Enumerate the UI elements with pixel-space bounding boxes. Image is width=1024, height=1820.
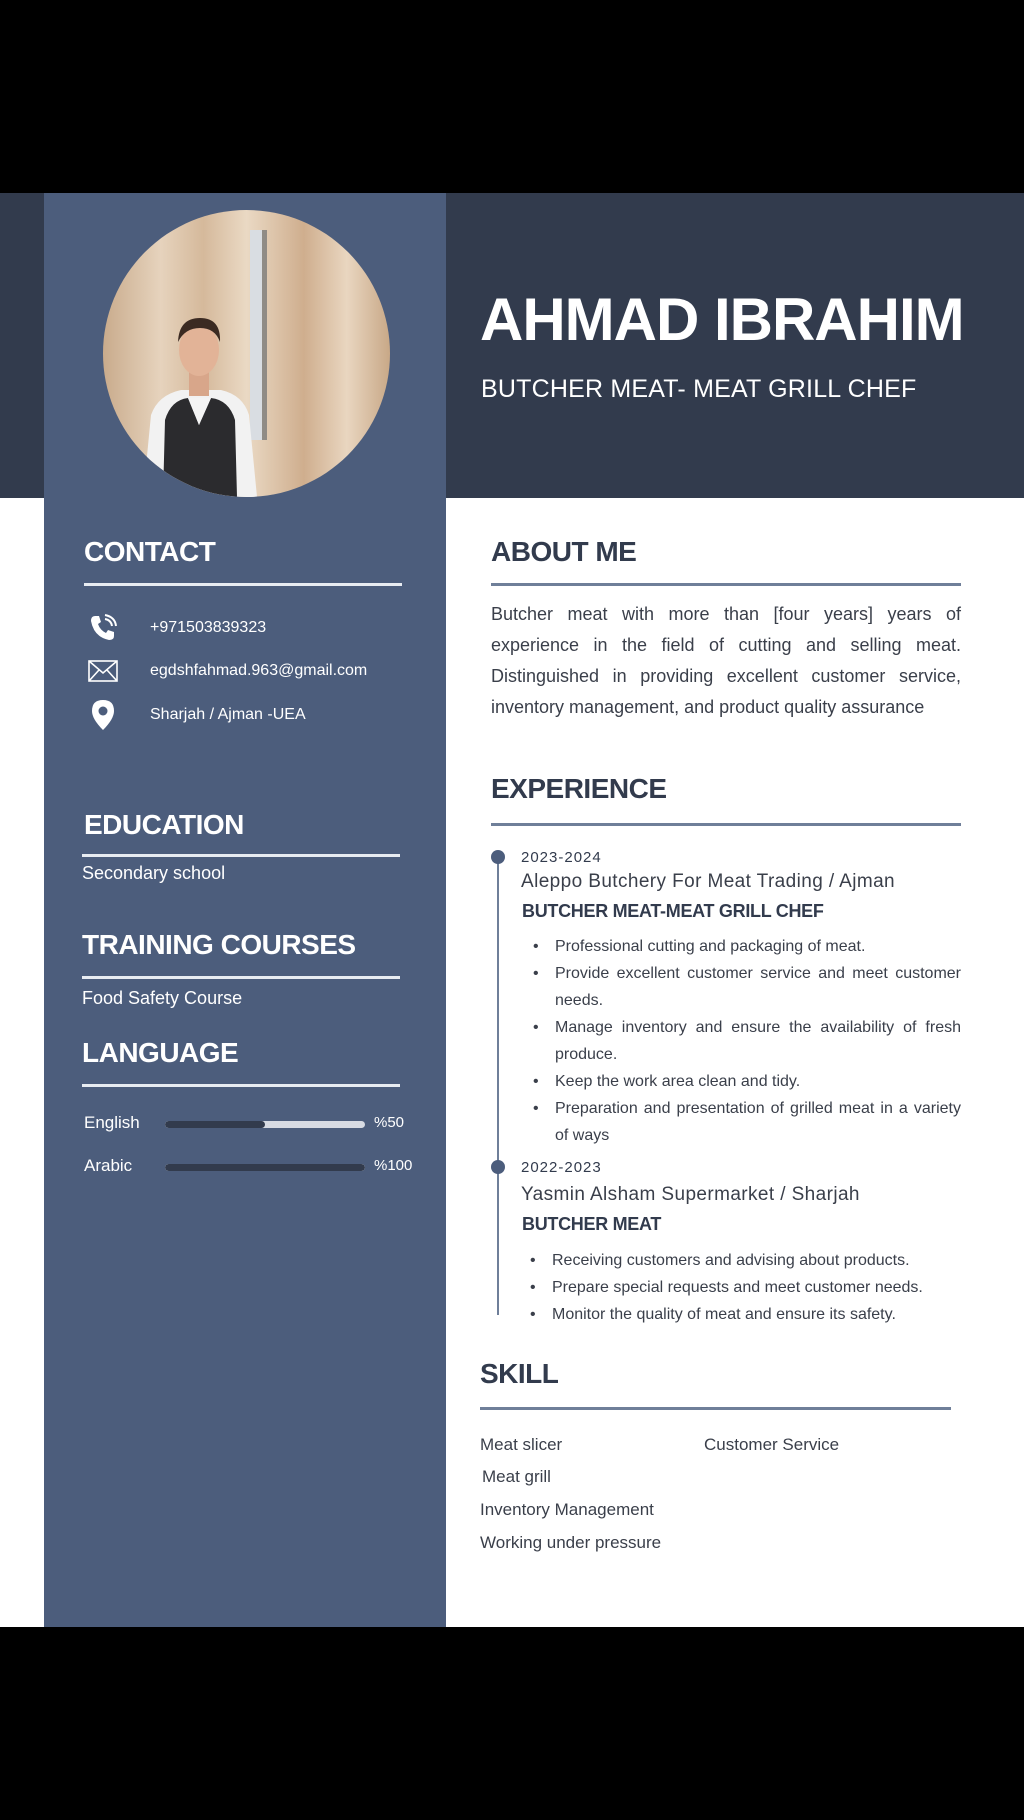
duty-item: • Prepare special requests and meet customer needs.	[518, 1274, 964, 1301]
duty-item: • Keep the work area clean and tidy.	[521, 1068, 961, 1095]
skill-item: Customer Service	[704, 1435, 840, 1454]
timeline-line	[497, 857, 499, 1315]
contact-email-row	[88, 656, 367, 686]
envelope-icon	[88, 656, 118, 686]
job-years: 2023-2024	[521, 849, 602, 866]
duty-item: • Manage inventory and ensure the availability of fresh produce.	[521, 1014, 961, 1068]
language-heading: LANGUAGE	[82, 1037, 239, 1068]
job-company: Aleppo Butchery For Meat Trading / Ajman	[521, 871, 896, 892]
duty-item: • Receiving customers and advising about products.	[518, 1247, 964, 1274]
language-divider	[82, 1084, 400, 1087]
duty-item: • Professional cutting and packaging of meat.	[521, 933, 961, 960]
profile-photo	[103, 210, 390, 497]
language-bar-arabic	[165, 1164, 365, 1171]
language-bar-fill-english	[165, 1121, 265, 1128]
language-bar-english	[165, 1121, 365, 1128]
experience-divider	[491, 823, 961, 826]
duty-item: • Monitor the quality of meat and ensure its safety.	[518, 1301, 964, 1328]
about-heading: ABOUT ME	[491, 536, 637, 567]
job-duties-list	[518, 1247, 964, 1328]
job-duties-list	[521, 933, 961, 1149]
job-company: Yasmin Alsham Supermarket / Sharjah	[521, 1184, 860, 1205]
education-divider	[82, 854, 400, 857]
contact-phone-row	[88, 613, 266, 643]
contact-divider	[84, 583, 402, 586]
language-bar-fill-arabic	[165, 1164, 365, 1171]
skill-divider	[480, 1407, 951, 1410]
skill-item: Meat slicer	[480, 1435, 563, 1454]
contact-email[interactable]: egdshfahmad.963@gmail.com	[150, 662, 368, 679]
education-item: Secondary school	[82, 863, 226, 883]
education-heading: EDUCATION	[84, 809, 244, 840]
experience-heading: EXPERIENCE	[491, 773, 667, 804]
contact-heading: CONTACT	[84, 536, 216, 567]
contact-location-row	[88, 700, 306, 730]
about-text: Butcher meat with more than [four years] years of experience in the field of cutting and selling meat. Distinguished in providing excellent customer service, inventory management, and product quality assurance	[491, 604, 961, 717]
skill-item: Meat grill	[482, 1467, 551, 1486]
training-heading: TRAINING COURSES	[82, 929, 356, 960]
timeline-dot	[491, 850, 505, 864]
about-divider	[491, 583, 961, 586]
training-divider	[82, 976, 400, 979]
contact-phone[interactable]: +971503839323	[150, 619, 267, 636]
duty-item: • Provide excellent customer service and meet customer needs.	[521, 960, 961, 1014]
job-role: BUTCHER MEAT	[522, 1214, 662, 1234]
skill-item: Working under pressure	[480, 1533, 662, 1552]
job-years: 2022-2023	[521, 1159, 602, 1176]
training-item: Food Safety Course	[82, 988, 243, 1008]
skill-item: Inventory Management	[480, 1500, 654, 1519]
map-pin-icon	[88, 700, 118, 730]
candidate-name: AHMAD IBRAHIM	[480, 286, 964, 353]
job-title-header: BUTCHER MEAT- MEAT GRILL CHEF	[481, 375, 917, 403]
timeline-dot	[491, 1160, 505, 1174]
contact-location: Sharjah / Ajman -UEA	[150, 706, 306, 723]
language-label-arabic: Arabic	[84, 1156, 133, 1175]
job-role: BUTCHER MEAT-MEAT GRILL CHEF	[522, 901, 824, 921]
language-percent-english: %50	[374, 1114, 405, 1131]
duty-item: • Preparation and presentation of grilled meat in a variety of ways	[521, 1095, 961, 1149]
phone-icon	[88, 613, 118, 643]
skill-heading: SKILL	[480, 1358, 559, 1389]
language-label-english: English	[84, 1113, 140, 1132]
resume-page	[0, 193, 1024, 1627]
language-percent-arabic: %100	[374, 1157, 413, 1174]
